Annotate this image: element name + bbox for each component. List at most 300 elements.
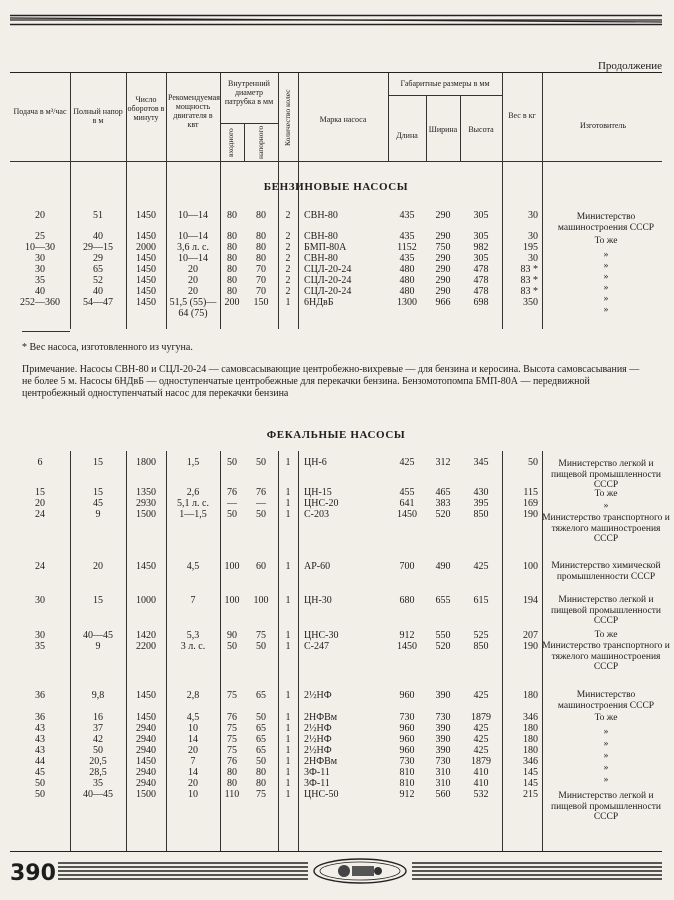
cell-wheels: 2 bbox=[285, 286, 291, 297]
header-power: Рекомендуемая мощность двигателя в квт bbox=[168, 93, 220, 129]
cell-outlet: 65 bbox=[256, 690, 266, 701]
cell-inlet: 50 bbox=[227, 457, 237, 468]
cell-head: 15 bbox=[93, 457, 103, 468]
cell-head: 15 bbox=[93, 595, 103, 606]
footnote: * Вес насоса, изготовленного из чугуна. bbox=[22, 342, 193, 353]
cell-power: 2,6 bbox=[186, 487, 200, 498]
cell-model: СВН-80 bbox=[304, 210, 338, 221]
cell-width: 312 bbox=[435, 457, 451, 468]
cell-flow: 6 bbox=[37, 457, 43, 468]
cell-width: 290 bbox=[435, 210, 451, 221]
cell-wheels: 2 bbox=[285, 275, 291, 286]
top-decorative-rule bbox=[10, 14, 662, 26]
cell-wheels: 2 bbox=[285, 253, 291, 264]
cell-wheels: 2 bbox=[285, 210, 291, 221]
cell-outlet: 80 bbox=[256, 210, 266, 221]
cell-weight: 100 bbox=[523, 561, 538, 572]
cell-height: 478 bbox=[473, 286, 489, 297]
cell-width: 390 bbox=[435, 690, 451, 701]
cell-height: 1879 bbox=[471, 756, 491, 767]
cell-inlet: — bbox=[227, 498, 237, 509]
cell-power: 2,8 bbox=[186, 690, 200, 701]
cell-flow: 24 bbox=[35, 509, 45, 520]
maker-cell: Министерство транспортного и тяжелого машиностроения СССР bbox=[542, 641, 670, 672]
cell-rpm: 1800 bbox=[136, 457, 156, 468]
cell-length: 425 bbox=[399, 457, 415, 468]
cell-head: 45 bbox=[93, 498, 103, 509]
cell-length: 480 bbox=[399, 286, 415, 297]
cell-power: 10 bbox=[188, 789, 198, 800]
cell-model: С-203 bbox=[304, 509, 329, 520]
cell-power: 5,1 л. с. bbox=[177, 498, 209, 509]
cell-model: СЦЛ-20-24 bbox=[304, 264, 352, 275]
maker-cell: Министерство транспортного и тяжелого машиностроения СССР bbox=[542, 513, 670, 544]
cell-wheels: 2 bbox=[285, 264, 291, 275]
cell-rpm: 1450 bbox=[136, 561, 156, 572]
cell-weight: 180 bbox=[523, 745, 538, 756]
col-rule bbox=[244, 123, 245, 161]
cell-inlet: 50 bbox=[227, 641, 237, 652]
cell-power: 14 bbox=[188, 734, 198, 745]
cell-weight: 83 * bbox=[520, 275, 538, 286]
header-nozzle: Внутренний диаметр патрубка в мм bbox=[224, 79, 274, 106]
cell-wheels: 2 bbox=[285, 242, 291, 253]
cell-rpm: 2200 bbox=[136, 641, 156, 652]
maker-cell: Министерство машиностроения СССР bbox=[557, 212, 655, 233]
cell-inlet: 75 bbox=[227, 734, 237, 745]
cell-rpm: 1450 bbox=[136, 286, 156, 297]
cell-rpm: 1450 bbox=[136, 275, 156, 286]
cell-width: 290 bbox=[435, 231, 451, 242]
cell-length: 480 bbox=[399, 275, 415, 286]
cell-rpm: 1450 bbox=[136, 712, 156, 723]
cell-length: 700 bbox=[399, 561, 415, 572]
cell-length: 480 bbox=[399, 264, 415, 275]
cell-outlet: 80 bbox=[256, 253, 266, 264]
cell-outlet: 75 bbox=[256, 789, 266, 800]
maker-cell: » bbox=[603, 763, 609, 773]
cell-weight: 30 bbox=[528, 231, 538, 242]
cell-outlet: 50 bbox=[256, 712, 266, 723]
cell-weight: 346 bbox=[523, 756, 538, 767]
cell-model: ЦНС-20 bbox=[304, 498, 339, 509]
cell-head: 40 bbox=[93, 286, 103, 297]
cell-wheels: 1 bbox=[285, 767, 291, 778]
cell-outlet: 70 bbox=[256, 275, 266, 286]
col-rule bbox=[388, 73, 389, 161]
header-rpm: Число оборотов в минуту bbox=[127, 95, 165, 122]
cell-wheels: 1 bbox=[285, 509, 291, 520]
maker-cell: Министерство машиностроения СССР bbox=[557, 690, 655, 711]
cell-power: 20 bbox=[188, 778, 198, 789]
cell-power: 7 bbox=[190, 595, 196, 606]
cell-height: 1879 bbox=[471, 712, 491, 723]
cell-height: 698 bbox=[473, 297, 489, 308]
cell-outlet: 150 bbox=[253, 297, 269, 308]
cell-outlet: 80 bbox=[256, 767, 266, 778]
cell-weight: 190 bbox=[523, 509, 538, 520]
cell-weight: 50 bbox=[528, 457, 538, 468]
cell-wheels: 1 bbox=[285, 297, 291, 308]
cell-flow: 30 bbox=[35, 264, 45, 275]
cell-wheels: 1 bbox=[285, 595, 291, 606]
cell-rpm: 1350 bbox=[136, 487, 156, 498]
cell-weight: 207 bbox=[523, 630, 538, 641]
cell-inlet: 110 bbox=[224, 789, 240, 800]
cell-head: 65 bbox=[93, 264, 103, 275]
col-rule bbox=[426, 95, 427, 161]
cell-inlet: 80 bbox=[227, 264, 237, 275]
cell-outlet: — bbox=[256, 498, 266, 509]
cell-model: ЦН-15 bbox=[304, 487, 332, 498]
cell-power: 51,5 (55)— bbox=[169, 297, 217, 308]
cell-wheels: 1 bbox=[285, 789, 291, 800]
cell-inlet: 200 bbox=[224, 297, 240, 308]
cell-outlet: 100 bbox=[253, 595, 269, 606]
cell-length: 960 bbox=[399, 745, 415, 756]
cell-width: 383 bbox=[435, 498, 451, 509]
cell-wheels: 1 bbox=[285, 778, 291, 789]
cell-flow: 44 bbox=[35, 756, 45, 767]
cell-power: 3,6 л. с. bbox=[177, 242, 209, 253]
cell-weight: 350 bbox=[523, 297, 538, 308]
cell-rpm: 1450 bbox=[136, 253, 156, 264]
cell-inlet: 80 bbox=[227, 253, 237, 264]
note-paragraph: Примечание. Насосы СВН-80 и СЦЛ-20-24 — самовсасывающие центробежно-вихревые — для бензина и керосина. Высота самовсасывания — не более 5 м. Насосы 6НДвБ — одноступенчатые центробежные для перекачки бензина. Бензомотопомпа БМП-80А — передвижной центробежный одноступенчатый насос для перекачки бензина bbox=[22, 364, 640, 399]
cell-flow: 20 bbox=[35, 210, 45, 221]
cell-head: 50 bbox=[93, 745, 103, 756]
cell-power: 10 bbox=[188, 723, 198, 734]
header-head: Полный напор в м bbox=[73, 107, 123, 125]
cell-height: 305 bbox=[473, 231, 489, 242]
cell-wheels: 1 bbox=[285, 712, 291, 723]
cell-inlet: 80 bbox=[227, 778, 237, 789]
cell-power: 10—14 bbox=[178, 253, 208, 264]
cell-outlet: 50 bbox=[256, 457, 266, 468]
maker-cell: » bbox=[603, 272, 609, 282]
cell-rpm: 1450 bbox=[136, 690, 156, 701]
cell-height: 425 bbox=[473, 690, 489, 701]
maker-cell: » bbox=[603, 751, 609, 761]
cell-inlet: 80 bbox=[227, 242, 237, 253]
cell-width: 390 bbox=[435, 723, 451, 734]
cell-weight: 180 bbox=[523, 690, 538, 701]
cell-flow: 35 bbox=[35, 275, 45, 286]
cell-power: 4,5 bbox=[186, 712, 200, 723]
cell-width: 290 bbox=[435, 253, 451, 264]
cell-length: 435 bbox=[399, 210, 415, 221]
cell-width: 750 bbox=[435, 242, 451, 253]
cell-length: 435 bbox=[399, 231, 415, 242]
cell-head: 42 bbox=[93, 734, 103, 745]
cell-flow: 36 bbox=[35, 712, 45, 723]
cell-weight: 346 bbox=[523, 712, 538, 723]
cell-inlet: 76 bbox=[227, 487, 237, 498]
cell-flow: 43 bbox=[35, 723, 45, 734]
page-number: 390 bbox=[10, 861, 56, 886]
cell-length: 1450 bbox=[397, 641, 417, 652]
cell-height: 305 bbox=[473, 210, 489, 221]
cell-length: 960 bbox=[399, 723, 415, 734]
cell-weight: 169 bbox=[523, 498, 538, 509]
cell-height: 478 bbox=[473, 275, 489, 286]
cell-length: 455 bbox=[399, 487, 415, 498]
cell-inlet: 100 bbox=[224, 595, 240, 606]
cell-power: 20 bbox=[188, 264, 198, 275]
cell-flow: 10—30 bbox=[25, 242, 55, 253]
cell-width: 560 bbox=[435, 789, 451, 800]
cell-wheels: 1 bbox=[285, 498, 291, 509]
cell-wheels: 1 bbox=[285, 561, 291, 572]
maker-cell: То же bbox=[594, 630, 618, 640]
cell-head: 29 bbox=[93, 253, 103, 264]
cell-weight: 194 bbox=[523, 595, 538, 606]
cell-head: 29—15 bbox=[83, 242, 113, 253]
cell-power: 1,5 bbox=[186, 457, 200, 468]
cell-outlet: 70 bbox=[256, 264, 266, 275]
maker-cell: То же bbox=[594, 489, 618, 499]
maker-cell: » bbox=[603, 261, 609, 271]
maker-cell: Министерство химической промышленности СССР bbox=[551, 561, 661, 582]
cell-power: 4,5 bbox=[186, 561, 200, 572]
cell-model: ЦН-6 bbox=[304, 457, 327, 468]
continuation-label: Продолжение bbox=[597, 60, 662, 72]
cell-width: 310 bbox=[435, 778, 451, 789]
header-dims: Габаритные размеры в мм bbox=[400, 79, 490, 88]
cell-flow: 30 bbox=[35, 595, 45, 606]
cell-power: 3 л. с. bbox=[180, 641, 206, 652]
cell-width: 290 bbox=[435, 275, 451, 286]
cell-model: 2½НФ bbox=[304, 723, 332, 734]
cell-power: 14 bbox=[188, 767, 198, 778]
cell-length: 810 bbox=[399, 778, 415, 789]
maker-cell: » bbox=[603, 250, 609, 260]
maker-cell: » bbox=[603, 501, 609, 511]
cell-power: 20 bbox=[188, 745, 198, 756]
cell-flow: 45 bbox=[35, 767, 45, 778]
cell-rpm: 1000 bbox=[136, 595, 156, 606]
maker-cell: То же bbox=[594, 713, 618, 723]
cell-weight: 83 * bbox=[520, 286, 538, 297]
header-inlet: входного bbox=[226, 128, 235, 158]
cell-rpm: 2940 bbox=[136, 745, 156, 756]
cell-width: 390 bbox=[435, 734, 451, 745]
cell-weight: 180 bbox=[523, 734, 538, 745]
cell-wheels: 1 bbox=[285, 723, 291, 734]
cell-outlet: 65 bbox=[256, 734, 266, 745]
cell-width: 655 bbox=[435, 595, 451, 606]
cell-power: 64 (75) bbox=[178, 308, 208, 319]
cell-rpm: 2940 bbox=[136, 767, 156, 778]
cell-length: 810 bbox=[399, 767, 415, 778]
cell-head: 40 bbox=[93, 231, 103, 242]
cell-rpm: 2930 bbox=[136, 498, 156, 509]
cell-inlet: 80 bbox=[227, 231, 237, 242]
cell-head: 9,8 bbox=[91, 690, 105, 701]
cell-flow: 15 bbox=[35, 487, 45, 498]
cell-model: С-247 bbox=[304, 641, 329, 652]
cell-outlet: 50 bbox=[256, 641, 266, 652]
cell-model: ЦН-30 bbox=[304, 595, 332, 606]
cell-flow: 252—360 bbox=[20, 297, 60, 308]
cell-height: 410 bbox=[473, 778, 489, 789]
col-rule bbox=[460, 95, 461, 161]
cell-flow: 30 bbox=[35, 630, 45, 641]
maker-cell: Министерство легкой и пищевой промышленности СССР bbox=[550, 459, 661, 490]
cell-wheels: 1 bbox=[285, 641, 291, 652]
cell-flow: 25 bbox=[35, 231, 45, 242]
cell-height: 395 bbox=[473, 498, 489, 509]
cell-length: 912 bbox=[399, 789, 415, 800]
cell-wheels: 1 bbox=[285, 630, 291, 641]
cell-rpm: 2940 bbox=[136, 723, 156, 734]
cell-head: 51 bbox=[93, 210, 103, 221]
cell-weight: 190 bbox=[523, 641, 538, 652]
cell-weight: 195 bbox=[523, 242, 538, 253]
cell-head: 54—47 bbox=[83, 297, 113, 308]
bottom-decorative-rule bbox=[58, 858, 662, 884]
cell-length: 680 bbox=[399, 595, 415, 606]
cell-weight: 145 bbox=[523, 767, 538, 778]
cell-inlet: 80 bbox=[227, 210, 237, 221]
cell-head: 52 bbox=[93, 275, 103, 286]
cell-rpm: 1500 bbox=[136, 509, 156, 520]
cell-width: 390 bbox=[435, 745, 451, 756]
dims-sub-rule bbox=[388, 95, 502, 96]
cell-rpm: 1450 bbox=[136, 756, 156, 767]
cell-weight: 180 bbox=[523, 723, 538, 734]
pump-table bbox=[10, 72, 670, 852]
cell-rpm: 1450 bbox=[136, 297, 156, 308]
cell-model: 2½НФ bbox=[304, 734, 332, 745]
cell-head: 37 bbox=[93, 723, 103, 734]
maker-cell: » bbox=[603, 294, 609, 304]
cell-inlet: 75 bbox=[227, 745, 237, 756]
maker-cell: Министерство легкой и пищевой промышленности СССР bbox=[550, 791, 661, 822]
cell-weight: 215 bbox=[523, 789, 538, 800]
cell-outlet: 70 bbox=[256, 286, 266, 297]
header-outlet: напорного bbox=[256, 125, 265, 159]
maker-cell: » bbox=[603, 739, 609, 749]
section-title-fecal: ФЕКАЛЬНЫЕ НАСОСЫ bbox=[266, 429, 406, 441]
header-flow: Подача в м³/час bbox=[13, 107, 67, 116]
cell-flow: 35 bbox=[35, 641, 45, 652]
cell-model: СВН-80 bbox=[304, 231, 338, 242]
cell-head: 20,5 bbox=[89, 756, 107, 767]
cell-width: 966 bbox=[435, 297, 451, 308]
cell-rpm: 2000 bbox=[136, 242, 156, 253]
cell-model: 2НФВм bbox=[304, 712, 338, 723]
cell-wheels: 2 bbox=[285, 231, 291, 242]
cell-outlet: 80 bbox=[256, 231, 266, 242]
cell-head: 9 bbox=[95, 509, 101, 520]
cell-width: 290 bbox=[435, 286, 451, 297]
cell-height: 850 bbox=[473, 509, 489, 520]
cell-head: 9 bbox=[95, 641, 101, 652]
cell-wheels: 1 bbox=[285, 457, 291, 468]
cell-width: 520 bbox=[435, 509, 451, 520]
cell-width: 730 bbox=[435, 756, 451, 767]
header-model: Марка насоса bbox=[319, 115, 367, 124]
cell-head: 16 bbox=[93, 712, 103, 723]
cell-width: 465 bbox=[435, 487, 451, 498]
cell-model: СЦЛ-20-24 bbox=[304, 286, 352, 297]
cell-height: 525 bbox=[473, 630, 489, 641]
cell-model: 2½НФ bbox=[304, 690, 332, 701]
maker-cell: Министерство легкой и пищевой промышленности СССР bbox=[550, 595, 661, 626]
cell-height: 850 bbox=[473, 641, 489, 652]
cell-flow: 43 bbox=[35, 745, 45, 756]
header-length: Длина bbox=[396, 131, 418, 140]
cell-model: 3Ф-11 bbox=[304, 778, 330, 789]
maker-cell: » bbox=[603, 305, 609, 315]
maker-cell: » bbox=[603, 727, 609, 737]
cell-weight: 30 bbox=[528, 253, 538, 264]
cell-inlet: 100 bbox=[224, 561, 240, 572]
cell-model: БМП-80А bbox=[304, 242, 347, 253]
header-weight: Вес в кг bbox=[508, 111, 536, 120]
cell-length: 912 bbox=[399, 630, 415, 641]
cell-width: 550 bbox=[435, 630, 451, 641]
cell-power: 20 bbox=[188, 275, 198, 286]
cell-height: 425 bbox=[473, 745, 489, 756]
cell-height: 430 bbox=[473, 487, 489, 498]
header-maker: Изготовитель bbox=[579, 121, 627, 130]
cell-wheels: 1 bbox=[285, 756, 291, 767]
cell-height: 410 bbox=[473, 767, 489, 778]
cell-inlet: 80 bbox=[227, 286, 237, 297]
cell-inlet: 75 bbox=[227, 690, 237, 701]
cell-length: 1300 bbox=[397, 297, 417, 308]
cell-width: 290 bbox=[435, 264, 451, 275]
cell-rpm: 1450 bbox=[136, 264, 156, 275]
cell-outlet: 50 bbox=[256, 509, 266, 520]
cell-weight: 83 * bbox=[520, 264, 538, 275]
cell-model: 6НДвБ bbox=[304, 297, 334, 308]
cell-outlet: 75 bbox=[256, 630, 266, 641]
cell-height: 982 bbox=[473, 242, 489, 253]
cell-model: СВН-80 bbox=[304, 253, 338, 264]
cell-width: 730 bbox=[435, 712, 451, 723]
cell-length: 960 bbox=[399, 734, 415, 745]
cell-power: 10—14 bbox=[178, 210, 208, 221]
cell-length: 435 bbox=[399, 253, 415, 264]
cell-inlet: 80 bbox=[227, 767, 237, 778]
cell-wheels: 1 bbox=[285, 690, 291, 701]
cell-model: 3Ф-11 bbox=[304, 767, 330, 778]
cell-power: 10—14 bbox=[178, 231, 208, 242]
maker-cell: То же bbox=[594, 236, 618, 246]
cell-width: 310 bbox=[435, 767, 451, 778]
cell-flow: 20 bbox=[35, 498, 45, 509]
cell-length: 641 bbox=[399, 498, 415, 509]
cell-wheels: 1 bbox=[285, 487, 291, 498]
cell-outlet: 76 bbox=[256, 487, 266, 498]
maker-cell: » bbox=[603, 775, 609, 785]
cell-outlet: 50 bbox=[256, 756, 266, 767]
cell-head: 35 bbox=[93, 778, 103, 789]
cell-power: 20 bbox=[188, 286, 198, 297]
cell-outlet: 60 bbox=[256, 561, 266, 572]
cell-outlet: 80 bbox=[256, 778, 266, 789]
cell-weight: 145 bbox=[523, 778, 538, 789]
cell-height: 305 bbox=[473, 253, 489, 264]
cell-flow: 24 bbox=[35, 561, 45, 572]
cell-inlet: 90 bbox=[227, 630, 237, 641]
footnote-rule bbox=[22, 331, 70, 332]
header-width: Ширина bbox=[428, 125, 458, 134]
cell-width: 490 bbox=[435, 561, 451, 572]
